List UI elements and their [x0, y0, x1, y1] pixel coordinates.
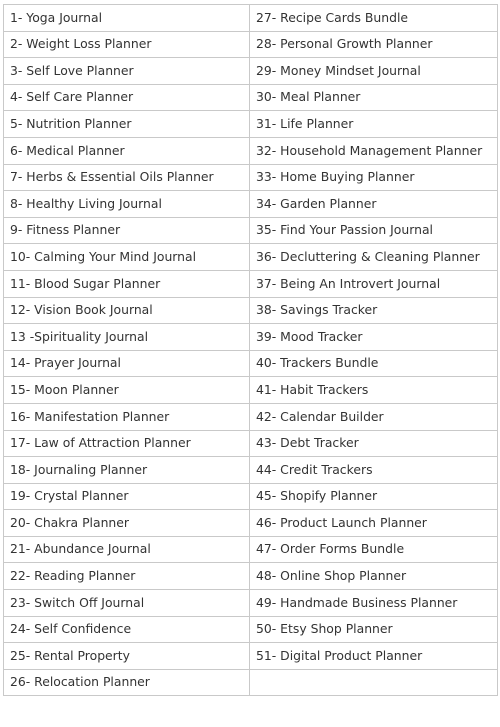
- table-cell: 23- Switch Off Journal: [4, 590, 250, 617]
- table-cell: 51- Digital Product Planner: [250, 643, 498, 670]
- table-row: [4, 669, 498, 696]
- table-row: [4, 270, 498, 297]
- table-cell: 36- Decluttering & Cleaning Planner: [250, 244, 498, 271]
- table-row: [4, 403, 498, 430]
- table-cell: 1- Yoga Journal: [4, 5, 250, 32]
- table-row: [4, 377, 498, 404]
- table-row: [4, 164, 498, 191]
- table-cell: 38- Savings Tracker: [250, 297, 498, 324]
- table-cell: 45- Shopify Planner: [250, 483, 498, 510]
- table-row: [4, 58, 498, 85]
- table-cell: 21- Abundance Journal: [4, 536, 250, 563]
- table-cell: 26- Relocation Planner: [4, 669, 250, 696]
- table-cell: 2- Weight Loss Planner: [4, 31, 250, 58]
- table-cell: 7- Herbs & Essential Oils Planner: [4, 164, 250, 191]
- table-row: [4, 191, 498, 218]
- table-row: [4, 457, 498, 484]
- table-row: [4, 244, 498, 271]
- planner-list-table: [3, 4, 498, 696]
- table-row: [4, 536, 498, 563]
- table-cell: 4- Self Care Planner: [4, 84, 250, 111]
- table-cell: 6- Medical Planner: [4, 137, 250, 164]
- table-cell: 24- Self Confidence: [4, 616, 250, 643]
- table-row: [4, 350, 498, 377]
- table-cell: 25- Rental Property: [4, 643, 250, 670]
- table-cell: 46- Product Launch Planner: [250, 510, 498, 537]
- table-cell: 28- Personal Growth Planner: [250, 31, 498, 58]
- table-cell: 9- Fitness Planner: [4, 217, 250, 244]
- table-row: [4, 137, 498, 164]
- table-cell: 8- Healthy Living Journal: [4, 191, 250, 218]
- table-row: [4, 84, 498, 111]
- table-cell: 42- Calendar Builder: [250, 403, 498, 430]
- planner-list-sheet: [3, 4, 497, 722]
- table-cell: 17- Law of Attraction Planner: [4, 430, 250, 457]
- table-cell: 40- Trackers Bundle: [250, 350, 498, 377]
- table-cell: 32- Household Management Planner: [250, 137, 498, 164]
- table-cell: 11- Blood Sugar Planner: [4, 270, 250, 297]
- table-cell: 33- Home Buying Planner: [250, 164, 498, 191]
- table-cell: 5- Nutrition Planner: [4, 111, 250, 138]
- table-cell: 31- Life Planner: [250, 111, 498, 138]
- table-cell: 41- Habit Trackers: [250, 377, 498, 404]
- table-cell: 16- Manifestation Planner: [4, 403, 250, 430]
- table-row: [4, 5, 498, 32]
- table-cell: 30- Meal Planner: [250, 84, 498, 111]
- table-row: [4, 616, 498, 643]
- table-cell: 35- Find Your Passion Journal: [250, 217, 498, 244]
- table-cell: 39- Mood Tracker: [250, 324, 498, 351]
- table-cell: 22- Reading Planner: [4, 563, 250, 590]
- table-cell: 47- Order Forms Bundle: [250, 536, 498, 563]
- table-cell: 3- Self Love Planner: [4, 58, 250, 85]
- table-cell: 50- Etsy Shop Planner: [250, 616, 498, 643]
- table-row: [4, 324, 498, 351]
- table-row: [4, 31, 498, 58]
- table-cell: 19- Crystal Planner: [4, 483, 250, 510]
- table-cell: 18- Journaling Planner: [4, 457, 250, 484]
- planner-list-body: [4, 5, 498, 696]
- table-cell: 27- Recipe Cards Bundle: [250, 5, 498, 32]
- table-row: [4, 563, 498, 590]
- table-cell: 20- Chakra Planner: [4, 510, 250, 537]
- table-cell-empty: [250, 669, 498, 696]
- table-row: [4, 430, 498, 457]
- table-row: [4, 510, 498, 537]
- table-cell: 15- Moon Planner: [4, 377, 250, 404]
- table-cell: 10- Calming Your Mind Journal: [4, 244, 250, 271]
- table-cell: 29- Money Mindset Journal: [250, 58, 498, 85]
- table-row: [4, 217, 498, 244]
- table-row: [4, 297, 498, 324]
- table-row: [4, 643, 498, 670]
- table-cell: 44- Credit Trackers: [250, 457, 498, 484]
- table-row: [4, 590, 498, 617]
- table-cell: 13 -Spirituality Journal: [4, 324, 250, 351]
- table-cell: 12- Vision Book Journal: [4, 297, 250, 324]
- table-cell: 49- Handmade Business Planner: [250, 590, 498, 617]
- table-cell: 14- Prayer Journal: [4, 350, 250, 377]
- table-cell: 34- Garden Planner: [250, 191, 498, 218]
- table-row: [4, 111, 498, 138]
- table-cell: 37- Being An Introvert Journal: [250, 270, 498, 297]
- table-cell: 43- Debt Tracker: [250, 430, 498, 457]
- table-row: [4, 483, 498, 510]
- table-cell: 48- Online Shop Planner: [250, 563, 498, 590]
